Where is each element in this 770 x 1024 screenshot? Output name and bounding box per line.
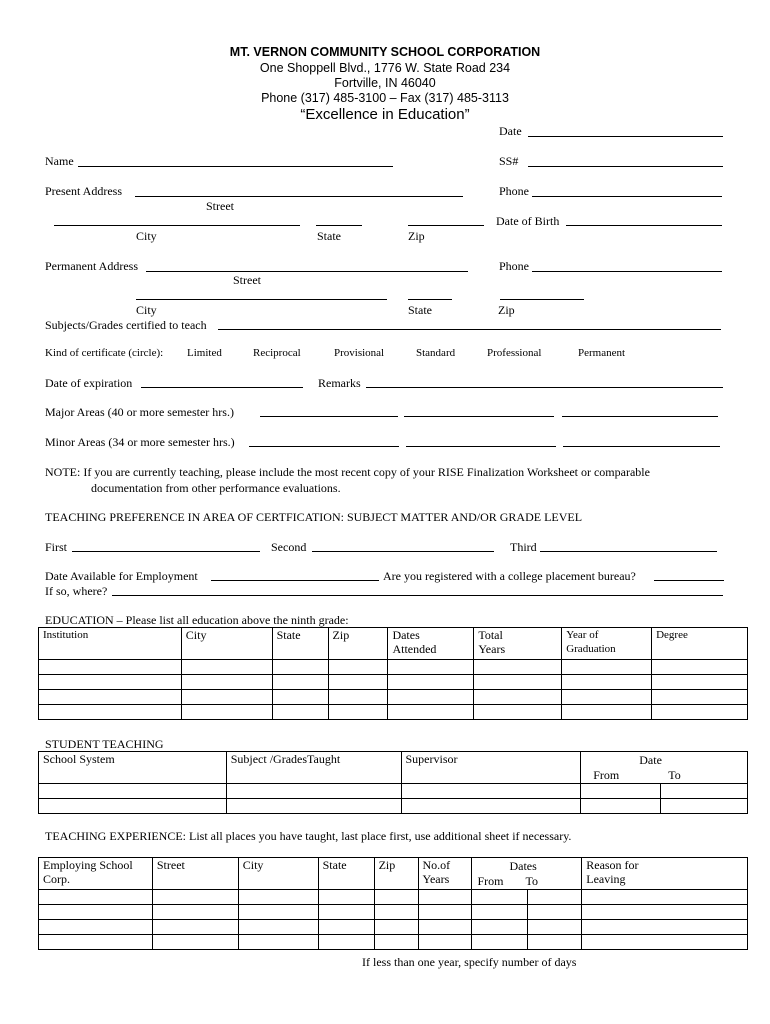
note-line-1: NOTE: If you are currently teaching, please include the most recent copy of your RISE Finalization Worksheet or comparable bbox=[45, 465, 650, 479]
permanent-street-field[interactable] bbox=[146, 271, 468, 272]
remarks-label: Remarks bbox=[318, 376, 361, 390]
major-label: Major Areas (40 or more semester hrs.) bbox=[45, 405, 234, 419]
table-row[interactable] bbox=[39, 799, 748, 814]
st-col-school-system: School System bbox=[39, 752, 227, 784]
exp-to-label: To bbox=[525, 874, 538, 888]
kind-cert-label: Kind of certificate (circle): bbox=[45, 347, 164, 359]
edu-col-city: City bbox=[181, 628, 272, 660]
table-row[interactable] bbox=[39, 784, 748, 799]
ssn-label: SS# bbox=[499, 154, 519, 168]
permanent-phone-field[interactable] bbox=[532, 271, 722, 272]
placement-question: Are you registered with a college placement bureau? bbox=[383, 569, 636, 583]
exp-years-line1: No.of bbox=[422, 858, 451, 872]
cert-option-provisional[interactable]: Provisional bbox=[334, 347, 385, 359]
edu-dates-line2: Attended bbox=[392, 642, 437, 656]
phone-field[interactable] bbox=[532, 196, 722, 197]
edu-dates-line1: Dates bbox=[392, 628, 420, 642]
first-preference-field[interactable] bbox=[72, 551, 260, 552]
experience-heading: TEACHING EXPERIENCE: List all places you have taught, last place first, use additional sheet if necessary. bbox=[45, 829, 572, 843]
edu-col-dates bbox=[388, 628, 474, 660]
date-label: Date bbox=[499, 124, 522, 138]
address-line-1: One Shoppell Blvd., 1776 W. State Road 234 bbox=[259, 61, 511, 75]
st-date-label: Date bbox=[639, 753, 662, 767]
st-col-supervisor: Supervisor bbox=[401, 752, 581, 784]
experience-table bbox=[38, 857, 748, 950]
edu-col-total-years bbox=[474, 628, 562, 660]
edu-col-graduation bbox=[562, 628, 652, 660]
second-preference-field[interactable] bbox=[312, 551, 494, 552]
dob-label: Date of Birth bbox=[496, 214, 560, 228]
minor-field-3[interactable] bbox=[563, 446, 720, 447]
st-from-label: From bbox=[593, 768, 620, 782]
table-row[interactable] bbox=[39, 935, 748, 950]
exp-dates-label: Dates bbox=[509, 859, 537, 873]
table-row[interactable] bbox=[39, 690, 748, 705]
edu-col-state: State bbox=[272, 628, 328, 660]
if-so-field[interactable] bbox=[112, 595, 723, 596]
exp-employing-line2: Corp. bbox=[43, 872, 70, 886]
if-so-label: If so, where? bbox=[45, 584, 108, 598]
education-header-row bbox=[39, 628, 748, 660]
note-line-2: documentation from other performance evaluations. bbox=[91, 481, 341, 495]
edu-total-line2: Years bbox=[478, 642, 506, 656]
second-label: Second bbox=[271, 540, 307, 554]
edu-grad-line2: Graduation bbox=[566, 643, 616, 655]
state-caption: State bbox=[317, 229, 341, 243]
present-city-field[interactable] bbox=[54, 225, 300, 226]
present-street-field[interactable] bbox=[135, 196, 463, 197]
experience-header-row bbox=[39, 858, 748, 890]
minor-label: Minor Areas (34 or more semester hrs.) bbox=[45, 435, 235, 449]
zip-caption: Zip bbox=[408, 229, 425, 243]
table-row[interactable] bbox=[39, 675, 748, 690]
exp-col-reason bbox=[582, 858, 748, 890]
exp-col-years bbox=[418, 858, 472, 890]
name-field[interactable] bbox=[78, 166, 393, 167]
minor-field-2[interactable] bbox=[406, 446, 556, 447]
exp-col-city: City bbox=[238, 858, 318, 890]
table-row[interactable] bbox=[39, 905, 748, 920]
exp-col-employing bbox=[39, 858, 153, 890]
edu-total-line1: Total bbox=[478, 628, 503, 642]
permanent-phone-label: Phone bbox=[499, 259, 529, 273]
expiration-field[interactable] bbox=[141, 387, 303, 388]
permanent-state-field[interactable] bbox=[408, 299, 452, 300]
org-title: MT. VERNON COMMUNITY SCHOOL CORPORATION bbox=[229, 45, 541, 59]
education-heading: EDUCATION – Please list all education above the ninth grade: bbox=[45, 613, 349, 627]
motto: “Excellence in Education” bbox=[300, 106, 470, 123]
present-zip-field[interactable] bbox=[408, 225, 484, 226]
permanent-zip-field[interactable] bbox=[500, 299, 584, 300]
exp-employing-line1: Employing School bbox=[43, 858, 133, 872]
exp-reason-line2: Leaving bbox=[586, 872, 626, 886]
exp-from-label: From bbox=[477, 874, 504, 888]
st-to-label: To bbox=[668, 768, 681, 782]
student-teaching-header-row bbox=[39, 752, 748, 784]
table-row[interactable] bbox=[39, 660, 748, 675]
permanent-zip-caption: Zip bbox=[498, 303, 515, 317]
exp-col-dates bbox=[472, 858, 582, 890]
cert-option-permanent[interactable]: Permanent bbox=[578, 347, 626, 359]
edu-col-institution: Institution bbox=[39, 628, 182, 660]
major-field-3[interactable] bbox=[562, 416, 718, 417]
subjects-label: Subjects/Grades certified to teach bbox=[45, 318, 207, 332]
st-col-subject: Subject /GradesTaught bbox=[226, 752, 401, 784]
st-col-date bbox=[581, 752, 748, 784]
major-field-2[interactable] bbox=[404, 416, 554, 417]
dob-field[interactable] bbox=[566, 225, 722, 226]
edu-col-zip: Zip bbox=[328, 628, 388, 660]
exp-years-line2: Years bbox=[422, 872, 450, 886]
education-table bbox=[38, 627, 748, 720]
permanent-state-caption: State bbox=[408, 303, 432, 317]
table-row[interactable] bbox=[39, 705, 748, 720]
present-state-field[interactable] bbox=[316, 225, 362, 226]
permanent-street-caption: Street bbox=[233, 273, 261, 287]
date-available-field[interactable] bbox=[211, 580, 379, 581]
cert-option-professional[interactable]: Professional bbox=[487, 347, 542, 359]
city-caption: City bbox=[136, 229, 157, 243]
expiration-label: Date of expiration bbox=[45, 376, 133, 390]
third-preference-field[interactable] bbox=[540, 551, 717, 552]
placement-field[interactable] bbox=[654, 580, 724, 581]
present-address-label: Present Address bbox=[45, 184, 122, 198]
name-label: Name bbox=[45, 154, 74, 168]
edu-col-degree: Degree bbox=[652, 628, 748, 660]
permanent-city-field[interactable] bbox=[136, 299, 387, 300]
major-field-1[interactable] bbox=[260, 416, 398, 417]
exp-col-zip: Zip bbox=[374, 858, 418, 890]
edu-grad-line1: Year of bbox=[566, 629, 599, 641]
third-label: Third bbox=[510, 540, 537, 554]
student-teaching-heading: STUDENT TEACHING bbox=[45, 737, 164, 751]
footer-note: If less than one year, specify number of days bbox=[362, 955, 577, 969]
exp-reason-line1: Reason for bbox=[586, 858, 639, 872]
exp-col-state: State bbox=[318, 858, 374, 890]
cert-option-limited[interactable]: Limited bbox=[187, 347, 222, 359]
street-caption: Street bbox=[206, 199, 234, 213]
first-label: First bbox=[45, 540, 68, 554]
exp-col-street: Street bbox=[152, 858, 238, 890]
remarks-field[interactable] bbox=[366, 387, 723, 388]
cert-option-reciprocal[interactable]: Reciprocal bbox=[253, 347, 301, 359]
table-row[interactable] bbox=[39, 890, 748, 905]
subjects-field[interactable] bbox=[218, 329, 721, 330]
preference-heading: TEACHING PREFERENCE IN AREA OF CERTFICATION: SUBJECT MATTER AND/OR GRADE LEVEL bbox=[45, 510, 583, 524]
phone-label: Phone bbox=[499, 184, 529, 198]
student-teaching-table bbox=[38, 751, 748, 814]
phone-fax: Phone (317) 485-3100 – Fax (317) 485-3113 bbox=[261, 91, 509, 105]
minor-field-1[interactable] bbox=[249, 446, 399, 447]
cert-option-standard[interactable]: Standard bbox=[416, 347, 456, 359]
permanent-city-caption: City bbox=[136, 303, 157, 317]
permanent-address-label: Permanent Address bbox=[45, 259, 138, 273]
table-row[interactable] bbox=[39, 920, 748, 935]
date-field[interactable] bbox=[528, 136, 723, 137]
date-available-label: Date Available for Employment bbox=[45, 569, 198, 583]
address-line-2: Fortville, IN 46040 bbox=[334, 76, 436, 90]
ssn-field[interactable] bbox=[528, 166, 723, 167]
